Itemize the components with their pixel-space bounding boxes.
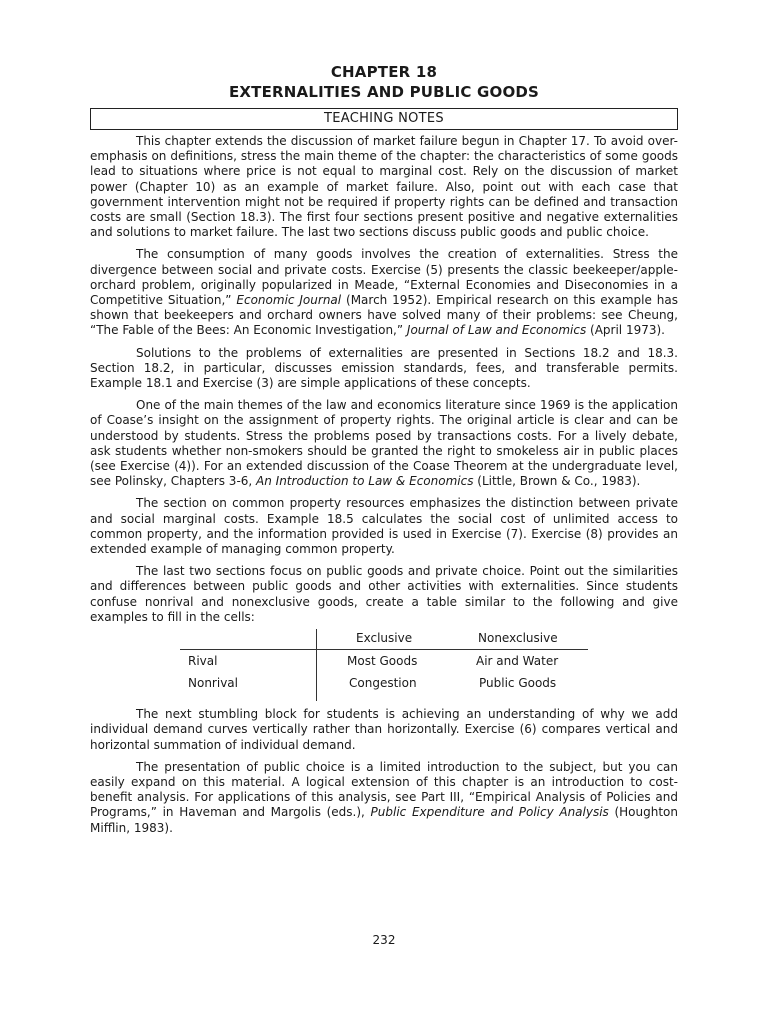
body-text [90,134,678,836]
col-header-exclusive: Exclusive [356,631,413,646]
paragraph [90,564,678,625]
paragraph-text: The section on common property resources emphasizes the distinction between private and social marginal costs. Example 18.5 calculates the social cost of unlimited access to common property, and the information provided is used in Exercise (7). Exercise (8) provides an extended example of managing common property. [90,496,678,557]
cell-nonrival-exclusive: Congestion [349,676,417,691]
paragraph [90,346,678,392]
table-vertical-rule [316,629,317,701]
paragraph-text: One of the main themes of the law and economics literature since 1969 is the application of Coase’s insight on the assignment of property rights. The original article is clear and can be understood by students. Stress the problems posed by transactions costs. For a lively debate, ask students whether non-smokers should be granted the right to smokeless air in public places (see Exercise (4)). For an extended discussion of the Coase Theorem at the undergraduate level, see Polinsky, Chapters 3-6, [90,398,678,489]
paragraph-text: (March 1952). Empirical research on this example has shown that beekeepers and orchard owners have solved many of their problems: see Cheung, “The Fable of the Bees: An Economic Investigation,” [90,293,678,338]
paragraph [90,496,678,557]
paragraph-text: (April 1973). [586,323,665,338]
cell-rival-nonexclusive: Air and Water [476,654,559,669]
paragraph-text: The consumption of many goods involves the creation of externalities. Stress the divergence between social and private costs. Exercise (5) presents the classic beekeeper/apple-orchard problem, originally popularized in Meade, “External Economies and Diseconomies in a Competitive Situation,” [90,247,678,308]
citation-title: Journal of Law and Economics [406,323,587,338]
row-label-nonrival: Nonrival [188,676,238,691]
paragraph-text: The last two sections focus on public goods and private choice. Point out the similarities and differences between public goods and other activities with externalities. Since students confuse nonrival and nonexclusive goods, create a table similar to the following and give examples to fill in the cells: [90,564,678,624]
paragraph-text: This chapter extends the discussion of market failure begun in Chapter 17. To avoid over-emphasis on definitions, stress the main theme of the chapter: the characteristics of some goods lead to situations where price is not equal to marginal cost. Rely on the discussion of market power (Chapter 10) as an example of market failure. Also, point out with each case that government intervention might not be required if property rights can be defined and transaction costs are small (Section 18.3). The first four sections present positive and negative externalities and solutions to market failure. The last two sections discuss public goods and public choice. [90,134,678,240]
citation-title: An Introduction to Law & Economics [256,474,474,489]
row-label-rival: Rival [188,654,218,669]
paragraph-text: (Houghton Mifflin, 1983). [90,805,678,835]
paragraph [90,134,678,240]
paragraph-text: Solutions to the problems of externalities are presented in Sections 18.2 and 18.3. Section 18.2, in particular, discusses emission standards, fees, and transferable permits. Example 18.1 and Exercise (3) are simple applications of these concepts. [90,345,678,391]
section-heading-box: TEACHING NOTES [90,108,678,130]
chapter-number: CHAPTER 18 [330,63,438,81]
citation-title: Economic Journal [236,293,342,308]
paragraph [90,398,678,489]
cell-nonrival-nonexclusive: Public Goods [479,676,557,691]
document-page [90,62,678,836]
paragraph [90,760,678,836]
col-header-nonexclusive: Nonexclusive [478,631,558,646]
citation-title: Public Expenditure and Policy Analysis [370,805,609,820]
goods-classification-table [90,629,678,699]
cell-rival-exclusive: Most Goods [347,654,418,669]
table-horizontal-rule [180,649,588,650]
page-number: 232 [372,933,396,947]
paragraph [90,247,678,338]
chapter-title: EXTERNALITIES AND PUBLIC GOODS [228,83,540,101]
paragraph-text: The presentation of public choice is a limited introduction to the subject, but you can easily expand on this material. A logical extension of this chapter is an introduction to cost-benefit analysis. For applications of this analysis, see Part III, “Empirical Analysis of Policies and Programs,” in Haveman and Margolis (eds.), [90,759,678,820]
paragraph-text: The next stumbling block for students is achieving an understanding of why we add individual demand curves vertically rather than horizontally. Exercise (6) compares vertical and horizontal summation of individual demand. [90,707,678,752]
paragraph-text: (Little, Brown & Co., 1983). [473,474,641,489]
paragraph [90,707,678,753]
